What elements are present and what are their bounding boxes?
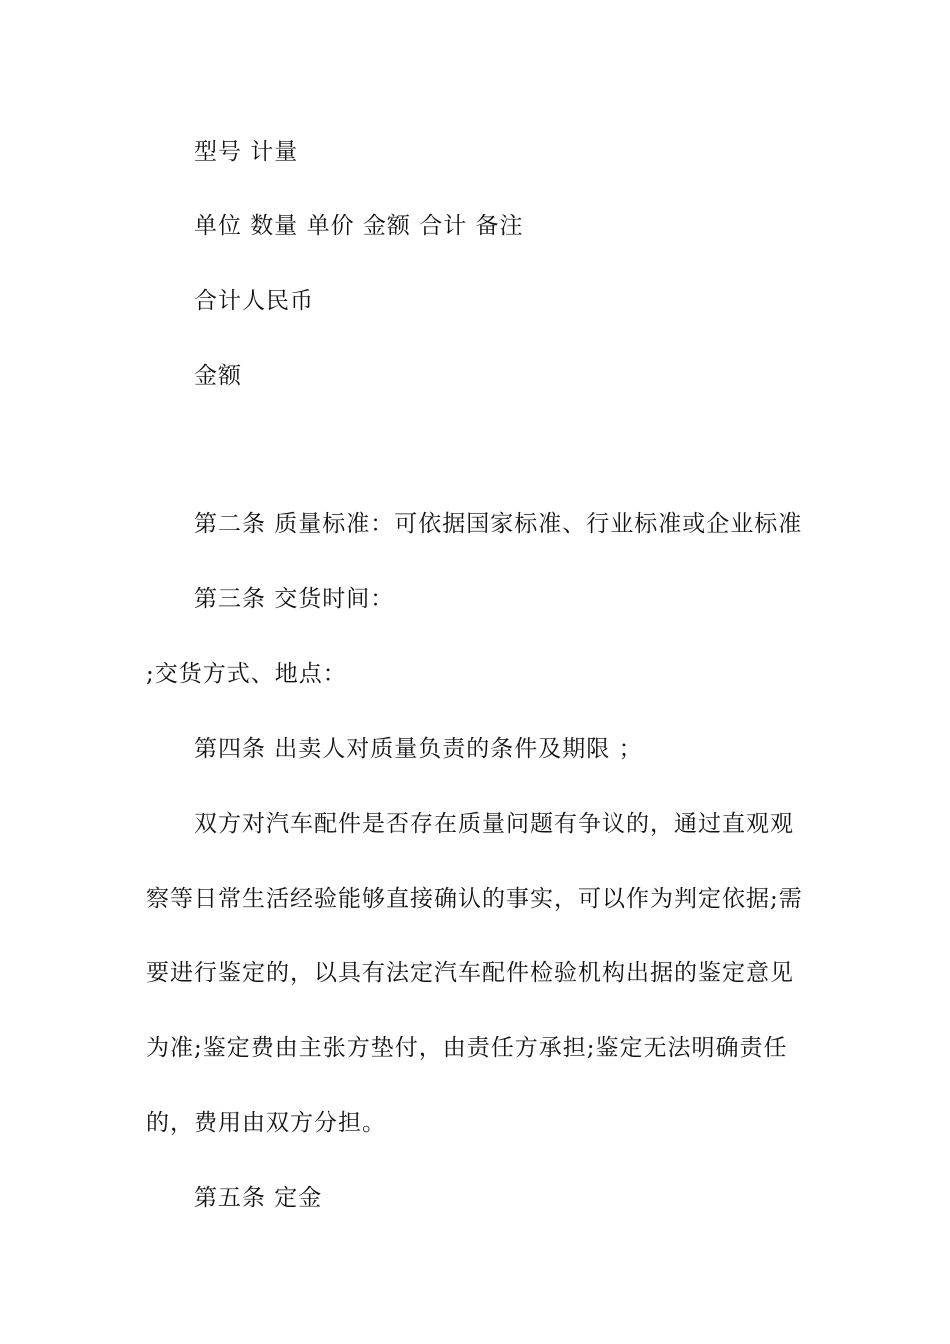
paragraph-dispute-line-1: 双方对汽车配件是否存在质量问题有争议的，通过直观观 (194, 811, 794, 837)
paragraph-dispute-line-3: 要进行鉴定的，以具有法定汽车配件检验机构出据的鉴定意见 (146, 960, 794, 986)
paragraph-dispute-line-5: 的，费用由双方分担。 (146, 1110, 386, 1136)
paragraph-dispute-line-2: 察等日常生活经验能够直接确认的事实，可以作为判定依据;需 (146, 886, 803, 912)
total-rmb-label: 合计人民币 (194, 288, 314, 314)
article-5-deposit: 第五条 定金 (194, 1185, 323, 1211)
delivery-method-place: ;交货方式、地点： (146, 661, 347, 687)
table-header-columns: 单位 数量 单价 金额 合计 备注 (194, 213, 524, 239)
amount-label: 金额 (194, 363, 242, 389)
paragraph-dispute-line-4: 为准;鉴定费由主张方垫付，由责任方承担;鉴定无法明确责任 (146, 1035, 788, 1061)
table-header-model-unit: 型号 计量 (194, 139, 299, 165)
article-3-delivery-time: 第三条 交货时间： (194, 586, 395, 612)
article-2-quality-standard: 第二条 质量标准：可依据国家标准、行业标准或企业标准 (194, 511, 803, 537)
article-4-quality-responsibility: 第四条 出卖人对质量负责的条件及期限 ； (194, 736, 643, 762)
